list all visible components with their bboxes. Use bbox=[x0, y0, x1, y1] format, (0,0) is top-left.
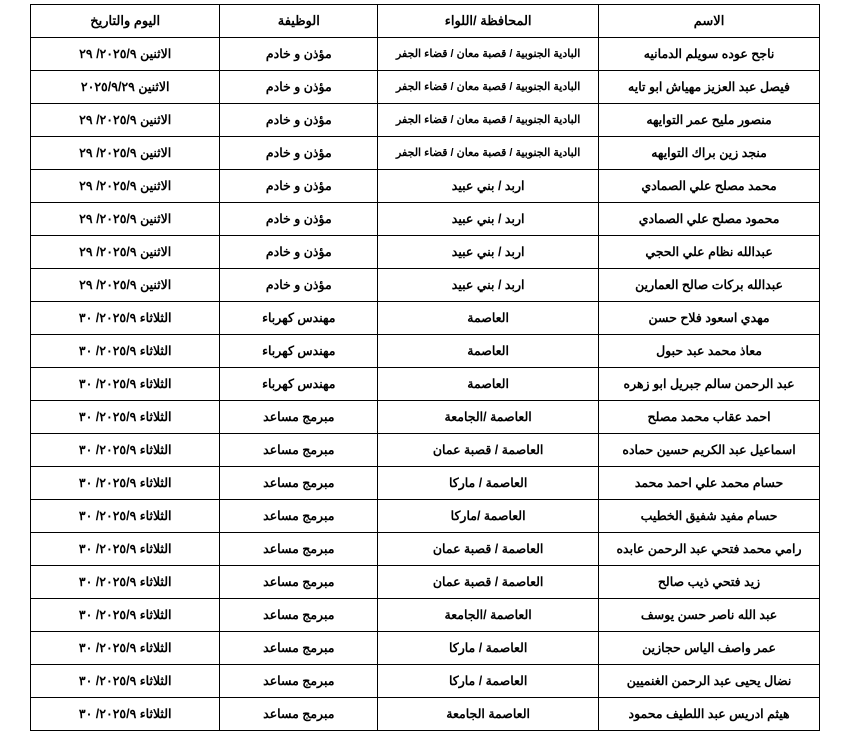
table-row bbox=[31, 533, 820, 566]
cell-governorate: العاصمة / ماركا bbox=[378, 632, 599, 665]
cell-date: الاثنين ٢٠٢٥/٩/ ٢٩ bbox=[31, 269, 220, 302]
cell-governorate: العاصمة /الجامعة bbox=[378, 599, 599, 632]
table-row bbox=[31, 170, 820, 203]
cell-date: الاثنين ٢٠٢٥/٩/ ٢٩ bbox=[31, 137, 220, 170]
cell-job: مهندس كهرباء bbox=[220, 335, 378, 368]
cell-job: مهندس كهرباء bbox=[220, 302, 378, 335]
cell-job: مبرمج مساعد bbox=[220, 599, 378, 632]
cell-name: منصور مليح عمر التوايهه bbox=[599, 104, 820, 137]
cell-name: نضال يحيى عبد الرحمن الغنميين bbox=[599, 665, 820, 698]
cell-date: الثلاثاء ٢٠٢٥/٩/ ٣٠ bbox=[31, 566, 220, 599]
cell-governorate: العاصمة /ماركا bbox=[378, 500, 599, 533]
cell-governorate: البادية الجنوبية / قصبة معان / قضاء الجفر bbox=[378, 137, 599, 170]
column-header-job: الوظيفة bbox=[220, 5, 378, 38]
cell-date: الثلاثاء ٢٠٢٥/٩/ ٣٠ bbox=[31, 632, 220, 665]
cell-governorate: العاصمة bbox=[378, 368, 599, 401]
cell-name: فيصل عبد العزيز مهياش ابو تايه bbox=[599, 71, 820, 104]
cell-governorate: العاصمة / ماركا bbox=[378, 665, 599, 698]
cell-governorate: اربد / بني عبيد bbox=[378, 203, 599, 236]
cell-job: مبرمج مساعد bbox=[220, 632, 378, 665]
cell-date: الثلاثاء ٢٠٢٥/٩/ ٣٠ bbox=[31, 500, 220, 533]
cell-date: الاثنين ٢٠٢٥/٩/ ٢٩ bbox=[31, 203, 220, 236]
cell-job: مبرمج مساعد bbox=[220, 566, 378, 599]
cell-name: عبدالله نظام علي الحجي bbox=[599, 236, 820, 269]
cell-job: مؤذن و خادم bbox=[220, 104, 378, 137]
cell-job: مبرمج مساعد bbox=[220, 401, 378, 434]
table-row bbox=[31, 665, 820, 698]
cell-governorate: العاصمة / قصبة عمان bbox=[378, 533, 599, 566]
cell-governorate: البادية الجنوبية / قصبة معان / قضاء الجفر bbox=[378, 104, 599, 137]
cell-date: الثلاثاء ٢٠٢٥/٩/ ٣٠ bbox=[31, 335, 220, 368]
cell-date: الثلاثاء ٢٠٢٥/٩/ ٣٠ bbox=[31, 665, 220, 698]
cell-date: الثلاثاء ٢٠٢٥/٩/ ٣٠ bbox=[31, 368, 220, 401]
candidates-table bbox=[30, 4, 820, 731]
table-row bbox=[31, 467, 820, 500]
table-row bbox=[31, 71, 820, 104]
cell-date: الثلاثاء ٢٠٢٥/٩/ ٣٠ bbox=[31, 302, 220, 335]
cell-governorate: العاصمة / ماركا bbox=[378, 467, 599, 500]
cell-job: مبرمج مساعد bbox=[220, 434, 378, 467]
cell-name: محمد مصلح علي الصمادي bbox=[599, 170, 820, 203]
cell-date: الثلاثاء ٢٠٢٥/٩/ ٣٠ bbox=[31, 401, 220, 434]
cell-date: الثلاثاء ٢٠٢٥/٩/ ٣٠ bbox=[31, 533, 220, 566]
cell-governorate: اربد / بني عبيد bbox=[378, 170, 599, 203]
table-header-row bbox=[31, 5, 820, 38]
table-row bbox=[31, 401, 820, 434]
column-header-governorate: المحافظة /اللواء bbox=[378, 5, 599, 38]
cell-date: الثلاثاء ٢٠٢٥/٩/ ٣٠ bbox=[31, 599, 220, 632]
cell-name: عبد الله ناصر حسن يوسف bbox=[599, 599, 820, 632]
cell-job: مبرمج مساعد bbox=[220, 665, 378, 698]
cell-governorate: العاصمة الجامعة bbox=[378, 698, 599, 731]
cell-name: حسام محمد علي احمد محمد bbox=[599, 467, 820, 500]
cell-name: حسام مفيد شفيق الخطيب bbox=[599, 500, 820, 533]
cell-job: مؤذن و خادم bbox=[220, 137, 378, 170]
cell-governorate: البادية الجنوبية / قصبة معان / قضاء الجفر bbox=[378, 71, 599, 104]
cell-governorate: اربد / بني عبيد bbox=[378, 236, 599, 269]
table-row bbox=[31, 632, 820, 665]
table-row bbox=[31, 203, 820, 236]
cell-governorate: العاصمة /الجامعة bbox=[378, 401, 599, 434]
table-row bbox=[31, 269, 820, 302]
cell-name: محمود مصلح علي الصمادي bbox=[599, 203, 820, 236]
table-body bbox=[31, 38, 820, 731]
cell-date: الاثنين ٢٠٢٥/٩/ ٢٩ bbox=[31, 38, 220, 71]
cell-date: الثلاثاء ٢٠٢٥/٩/ ٣٠ bbox=[31, 467, 220, 500]
table-row bbox=[31, 104, 820, 137]
cell-job: مؤذن و خادم bbox=[220, 38, 378, 71]
cell-date: الاثنين ٢٠٢٥/٩/ ٢٩ bbox=[31, 170, 220, 203]
cell-name: عبدالله بركات صالح العمارين bbox=[599, 269, 820, 302]
cell-name: مهدي اسعود فلاح حسن bbox=[599, 302, 820, 335]
table-row bbox=[31, 599, 820, 632]
cell-job: مؤذن و خادم bbox=[220, 236, 378, 269]
cell-name: معاذ محمد عبد حبول bbox=[599, 335, 820, 368]
table-row bbox=[31, 368, 820, 401]
cell-governorate: العاصمة bbox=[378, 302, 599, 335]
cell-job: مؤذن و خادم bbox=[220, 269, 378, 302]
cell-date: الثلاثاء ٢٠٢٥/٩/ ٣٠ bbox=[31, 698, 220, 731]
table-row bbox=[31, 500, 820, 533]
table-row bbox=[31, 38, 820, 71]
table-header bbox=[31, 5, 820, 38]
cell-job: مبرمج مساعد bbox=[220, 467, 378, 500]
cell-name: رامي محمد فتحي عبد الرحمن عابده bbox=[599, 533, 820, 566]
cell-job: مبرمج مساعد bbox=[220, 500, 378, 533]
cell-job: مؤذن و خادم bbox=[220, 170, 378, 203]
column-header-name: الاسم bbox=[599, 5, 820, 38]
cell-date: الثلاثاء ٢٠٢٥/٩/ ٣٠ bbox=[31, 434, 220, 467]
cell-governorate: البادية الجنوبية / قصبة معان / قضاء الجفر bbox=[378, 38, 599, 71]
table-row bbox=[31, 335, 820, 368]
table-row bbox=[31, 566, 820, 599]
cell-name: اسماعيل عبد الكريم حسين حماده bbox=[599, 434, 820, 467]
table-row bbox=[31, 137, 820, 170]
cell-governorate: العاصمة / قصبة عمان bbox=[378, 566, 599, 599]
table-row bbox=[31, 698, 820, 731]
cell-name: زيد فتحي ذيب صالح bbox=[599, 566, 820, 599]
column-header-date: اليوم والتاريخ bbox=[31, 5, 220, 38]
cell-governorate: العاصمة / قصبة عمان bbox=[378, 434, 599, 467]
cell-name: احمد عقاب محمد مصلح bbox=[599, 401, 820, 434]
cell-governorate: العاصمة bbox=[378, 335, 599, 368]
cell-name: ناجح عوده سويلم الدمانيه bbox=[599, 38, 820, 71]
cell-governorate: اربد / بني عبيد bbox=[378, 269, 599, 302]
cell-date: الاثنين ٢٠٢٥/٩/٢٩ bbox=[31, 71, 220, 104]
table-row bbox=[31, 236, 820, 269]
cell-job: مهندس كهرباء bbox=[220, 368, 378, 401]
cell-date: الاثنين ٢٠٢٥/٩/ ٢٩ bbox=[31, 236, 220, 269]
table-row bbox=[31, 302, 820, 335]
cell-name: عمر واصف الياس حجازين bbox=[599, 632, 820, 665]
cell-job: مبرمج مساعد bbox=[220, 698, 378, 731]
cell-job: مبرمج مساعد bbox=[220, 533, 378, 566]
table-row bbox=[31, 434, 820, 467]
cell-name: عبد الرحمن سالم جبريل ابو زهره bbox=[599, 368, 820, 401]
cell-job: مؤذن و خادم bbox=[220, 71, 378, 104]
cell-name: هيثم ادريس عبد اللطيف محمود bbox=[599, 698, 820, 731]
cell-date: الاثنين ٢٠٢٥/٩/ ٢٩ bbox=[31, 104, 220, 137]
cell-job: مؤذن و خادم bbox=[220, 203, 378, 236]
cell-name: منجد زين براك التوايهه bbox=[599, 137, 820, 170]
